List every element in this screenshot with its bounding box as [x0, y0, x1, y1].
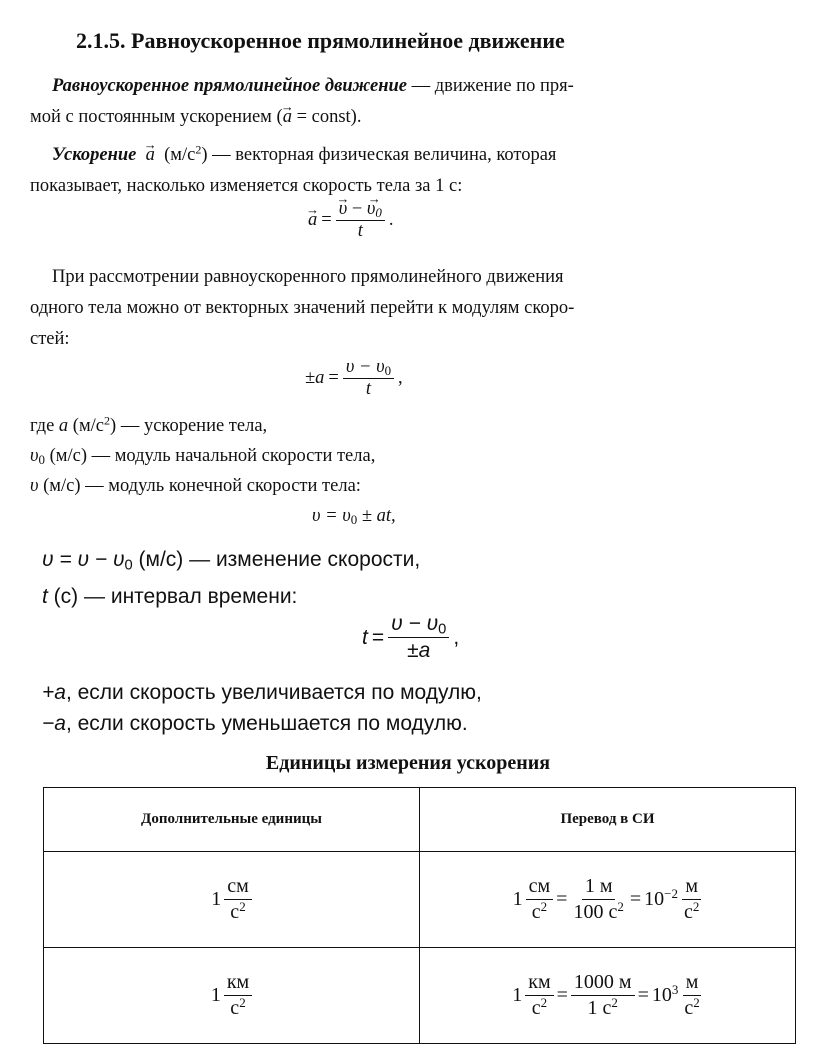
formula-lhs: t [362, 625, 368, 649]
velocity-change-line: $\upsilon = \upsilon - \upsilon_0$ (м/с) — изменение скорости, [42, 548, 421, 574]
units-table [43, 787, 796, 1044]
where-line-1: где a $(м/с^2)$ — ускорение тела, [30, 413, 268, 436]
table-cell-si-conversion: 1 $\frac{см}{с^2}$ = $\frac{1 м}{100 с^2}$ = $10^{-2}$ $\frac{м}{с^2}$ [420, 852, 796, 948]
paragraph2-line-1: При рассмотрении равноускоренного прямолинейного движения [52, 267, 564, 287]
formula-equals: = [371, 625, 385, 649]
table-header-row [44, 788, 796, 852]
formula-numerator: $\upsilon - \upsilon_0$ [343, 358, 394, 379]
paragraph2-line-3: стей: [30, 329, 70, 349]
formula-end: . [388, 209, 394, 230]
definition-text-3: = const). [291, 107, 362, 127]
formula-lhs: → a [308, 211, 317, 230]
formula-equals: = [321, 209, 332, 230]
definition-text-1: — движение по пря- [406, 76, 574, 96]
formula-denominator: t [357, 220, 363, 241]
sign-note-minus: −a, если скорость уменьшается по модулю. [42, 712, 468, 735]
formula-fraction [388, 612, 449, 663]
where-line-3: υ (м/с) — модуль конечной скорости тела: [30, 476, 361, 496]
formula-denominator: t [365, 378, 371, 399]
definition-text-2: мой с постоянным ускорением ( [30, 107, 283, 127]
time-interval-line: t (с) — интервал времени: [42, 585, 298, 608]
formula-numerator: → υ − → $\upsilon_0$ [336, 200, 385, 221]
formula-scalar-acceleration [305, 358, 403, 398]
acceleration-vector-symbol: → a [146, 146, 155, 165]
table-cell-extra-unit: 1 $\frac{км}{с^2}$ [44, 948, 420, 1044]
formula-equals: = [328, 367, 339, 388]
definition-line-1 [52, 77, 574, 96]
table-row [44, 948, 796, 1044]
section-heading: 2.1.5. Равноускоренное прямолинейное движение [76, 28, 565, 53]
vector-a-symbol: → a [283, 108, 292, 127]
where-line-2: $\upsilon_0$ (м/с) — модуль начальной скорости тела, [30, 446, 376, 468]
definition-line-2 [30, 108, 361, 127]
sign-note-plus: +a, если скорость увеличивается по модулю, [42, 681, 482, 704]
acceleration-unit: $(м/с^2)$ [164, 142, 208, 165]
acceleration-term: Ускорение [52, 145, 137, 165]
formula-fraction [336, 200, 385, 240]
acceleration-line-1 [52, 142, 557, 165]
definition-term: Равноускоренное прямолинейное движение [52, 76, 407, 96]
formula-fraction [343, 358, 394, 398]
table-cell-si-conversion: 1 $\frac{км}{с^2}$ = $\frac{1000 м}{1 с^2}$ = $10^3$ $\frac{м}{с^2}$ [420, 948, 796, 1044]
table-header-si-conversion: Перевод в СИ [420, 788, 796, 852]
table-header-extra-units: Дополнительные единицы [44, 788, 420, 852]
paragraph2-line-2: одного тела можно от векторных значений перейти к модулям скоро- [30, 298, 575, 318]
acceleration-text-1: — векторная физическая величина, которая [207, 145, 557, 165]
formula-denominator: ±a [407, 639, 431, 662]
formula-time [362, 612, 459, 663]
table-cell-extra-unit: 1 $\frac{см}{с^2}$ [44, 852, 420, 948]
formula-end: , [398, 367, 403, 388]
acceleration-line-2: показывает, насколько изменяется скорость тела за 1 с: [30, 176, 463, 196]
formula-final-velocity: $\upsilon = \upsilon_0$ ± at, [312, 506, 396, 528]
formula-vector-acceleration [308, 200, 393, 240]
table-title: Единицы измерения ускорения [265, 752, 551, 774]
table-row [44, 852, 796, 948]
formula-lhs: ±a [305, 367, 325, 388]
formula-numerator: $\upsilon - \upsilon_0$ [388, 612, 449, 638]
formula-end: , [453, 625, 460, 649]
